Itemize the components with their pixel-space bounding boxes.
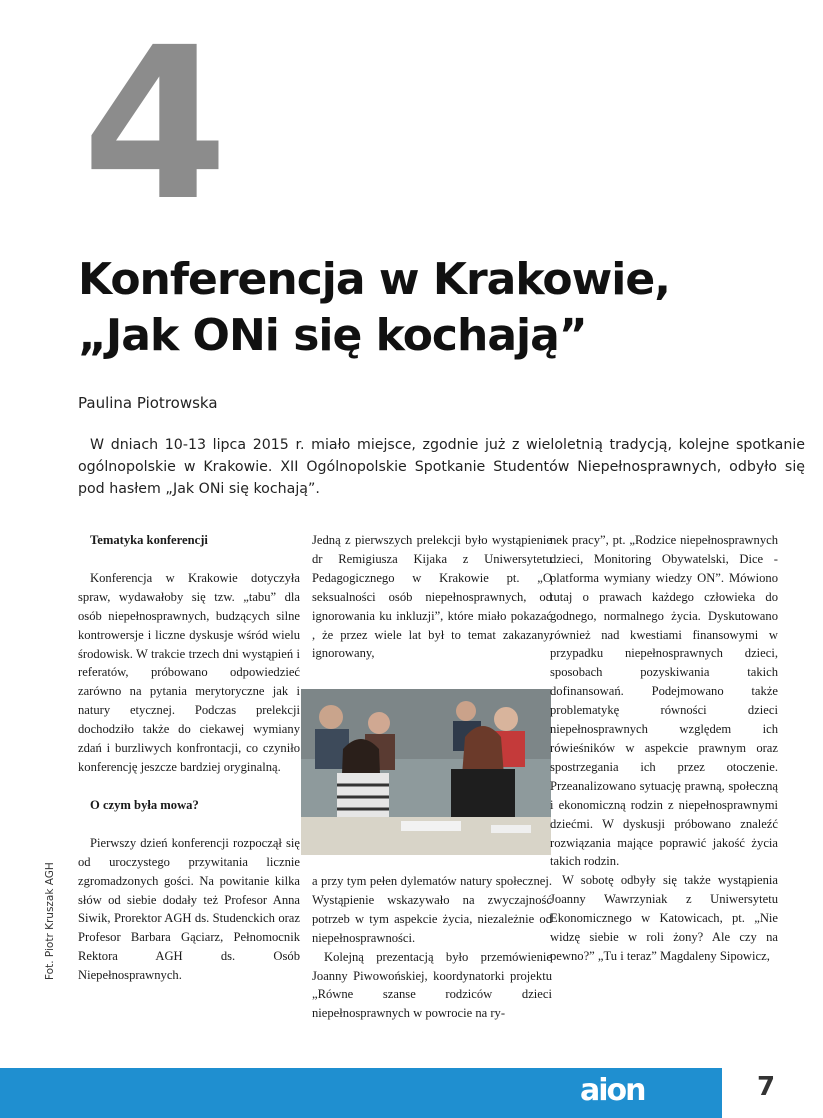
section-heading-topic: Tematyka konferencji (90, 533, 208, 547)
paragraph: nek pracy”, pt. „Rodzice niepełnosprawnych dzieci, Monitoring Obywatelski, Dice - platforma wymiany wiedzy ON”. Mówiono tutaj o prawach każdego człowieka do godnego, normalnego życia. Dyskutowano również nad kwestiami finansowymi w przypadku niepełnosprawnych dzieci, sposobach pozyskiwania takich dofinansowań. Podejmowano także problematykę równości dzieci niepełnosprawnych względem ich rówieśników w aspekcie prawnym oraz spostrzegania ich przez otoczenie. Przeanalizowano sytuację prawną, społeczną i ekonomiczną rodzin z niepełnosprawnymi dziećmi. W dyskusji próbowano znaleźć rozwiązania mające poprawić jakość życia takich rodzin. (550, 533, 778, 869)
page-number: 7 (757, 1072, 776, 1102)
section-heading-about: O czym była mowa? (90, 797, 199, 812)
aion-logo: aion (580, 1073, 645, 1108)
author-name: Paulina Piotrowska (78, 394, 218, 412)
text-column-3 (550, 531, 778, 966)
paragraph: Jedną z pierwszych prelekcji było wystąpienie dr Remigiusza Kijaka z Uniwersytetu Pedagogicznego w Krakowie pt. „O seksualności osób niepełnosprawnych, od ignorowania ku inkluzji”, które miało pokazać , że przez wiele lat był to temat zakazany, ignorowany, (312, 533, 552, 661)
text-column-1 (78, 531, 300, 985)
paragraph: Kolejną prezentacją było przemówienie Joanny Piwowońskiej, koordynatorki projektu „Równe szanse rodziców dzieci niepełnosprawnych w powrocie na ry- (312, 949, 552, 1021)
title-line-1: Konferencja w Krakowie, (78, 254, 670, 305)
text-column-2-bottom (312, 872, 552, 1023)
paragraph: a przy tym pełen dylematów natury społecznej. Wystąpienie wskazywało na zwyczajność potrzeb w tym aspekcie życia, niezależnie od niepełnosprawności. (312, 874, 552, 945)
text-column-2-top (312, 531, 552, 663)
article-title (78, 252, 778, 364)
conference-photo-illustration (301, 689, 551, 855)
conference-photo (301, 689, 551, 855)
photo-credit: Fot. Piotr Kruszak AGH (44, 862, 56, 980)
title-line-2: „Jak ONi się kochają” (78, 310, 587, 361)
paragraph: Konferencja w Krakowie dotyczyła spraw, wydawałoby się tzw. „tabu” dla osób niepełnosprawnych, budzących silne kontrowersje i liczne dyskusje wśród wielu środowisk. W trakcie trzech dni wystąpień i referatów, próbowano odpowiedzieć zarówno na pytania merytoryczne jak i natury etycznej. Podczas prelekcji dochodziło także do ciekawej wymiany zdań i burzliwych konfrontacji, co czyniło konferencję jeszcze bardziej oryginalną. (78, 570, 300, 774)
article-lead: W dniach 10-13 lipca 2015 r. miało miejsce, zgodnie już z wieloletnią tradycją, kolejne spotkanie ogólnopolskie w Krakowie. XII Ogólnopolskie Spotkanie Studentów Niepełnosprawnych, odbyło się pod hasłem „Jak ONi się kochają”. (78, 437, 805, 497)
article-number: 4 (82, 2, 225, 247)
paragraph: W sobotę odbyły się także wystąpienia Joanny Wawrzyniak z Uniwersytetu Ekonomicznego w Katowicach, pt. „Nie widzę siebie w roli żony? Ale czy na pewno?” „Tu i teraz” Magdaleny Sipowicz, (550, 873, 778, 963)
paragraph: Pierwszy dzień konferencji rozpoczął się od uroczystego przywitania licznie zgromadzonych gości. Na powitanie kilka słów od siebie dodały też Profesor Anna Siwik, Prorektor AGH ds. Studenckich oraz Profesor Barbara Gąciarz, Pełnomocnik Rektora AGH ds. Osób Niepełnosprawnych. (78, 835, 300, 983)
